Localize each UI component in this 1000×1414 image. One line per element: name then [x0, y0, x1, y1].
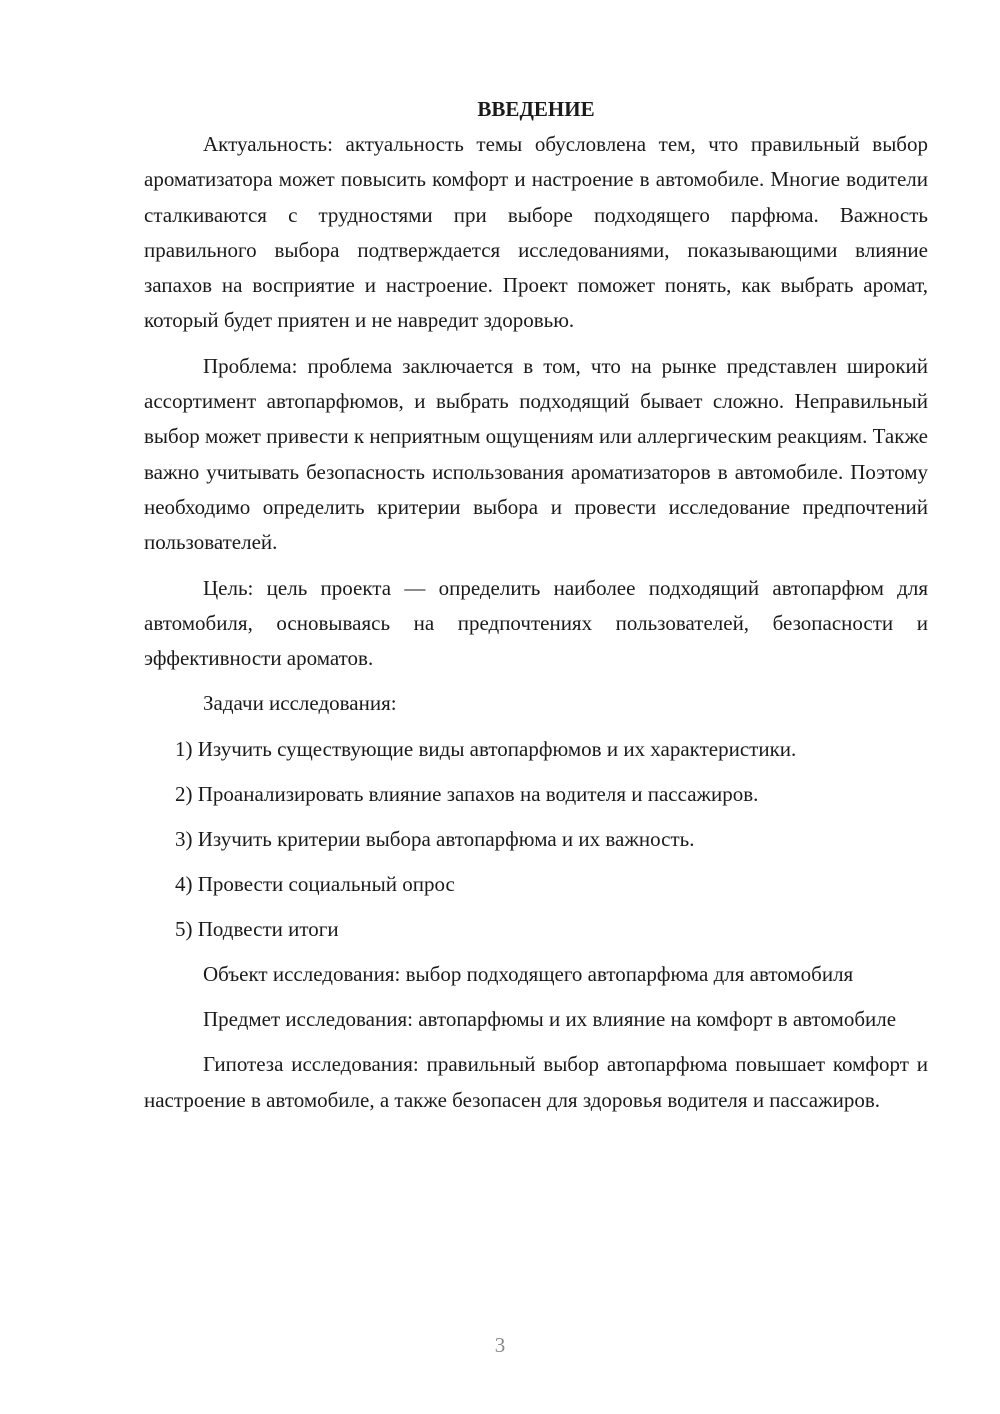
- task-item-1: 1) Изучить существующие виды автопарфюмов и их характеристики.: [175, 736, 797, 761]
- hypothesis-paragraph: Гипотеза исследования: правильный выбор автопарфюма повышает комфорт и настроение в автомобиле, а также безопасен для здоровья водителя и пассажиров.: [144, 1052, 928, 1112]
- task-item-3: 3) Изучить критерии выбора автопарфюма и их важность.: [175, 826, 695, 851]
- task-item-2: 2) Проанализировать влияние запахов на водителя и пассажиров.: [175, 781, 759, 806]
- page-number: 3: [494, 1333, 506, 1357]
- subject-paragraph: Предмет исследования: автопарфюмы и их влияние на комфорт в автомобиле: [203, 1007, 897, 1032]
- task-item-4: 4) Провести социальный опрос: [175, 871, 455, 896]
- task-list: [144, 732, 928, 947]
- goal-paragraph: Цель: цель проекта — определить наиболее подходящий автопарфюм для автомобиля, основываясь на предпочтениях пользователей, безопасности и эффективности ароматов.: [144, 575, 928, 671]
- task-item-5: 5) Подвести итоги: [175, 916, 339, 941]
- problem-paragraph: Проблема: проблема заключается в том, что на рынке представлен широкий ассортимент автопарфюмов, и выбрать подходящий бывает сложно. Неправильный выбор может привести к неприятным ощущениям или аллергическим реакциям. Также важно учитывать безопасность использования ароматизаторов в автомобиле. Поэтому необходимо определить критерии выбора и провести исследование предпочтений пользователей.: [144, 353, 928, 555]
- document-page: [144, 92, 928, 1128]
- relevance-paragraph: Актуальность: актуальность темы обусловлена тем, что правильный выбор ароматизатора может повысить комфорт и настроение в автомобиле. Многие водители сталкиваются с трудностями при выборе подходящего парфюма. Важность правильного выбора подтверждается исследованиями, показывающими влияние запахов на восприятие и настроение. Проект поможет понять, как выбрать аромат, который будет приятен и не навредит здоровью.: [144, 132, 928, 333]
- object-paragraph: Объект исследования: выбор подходящего автопарфюма для автомобиля: [203, 961, 854, 986]
- section-title: ВВЕДЕНИЕ: [477, 97, 595, 121]
- tasks-heading: Задачи исследования:: [203, 691, 397, 716]
